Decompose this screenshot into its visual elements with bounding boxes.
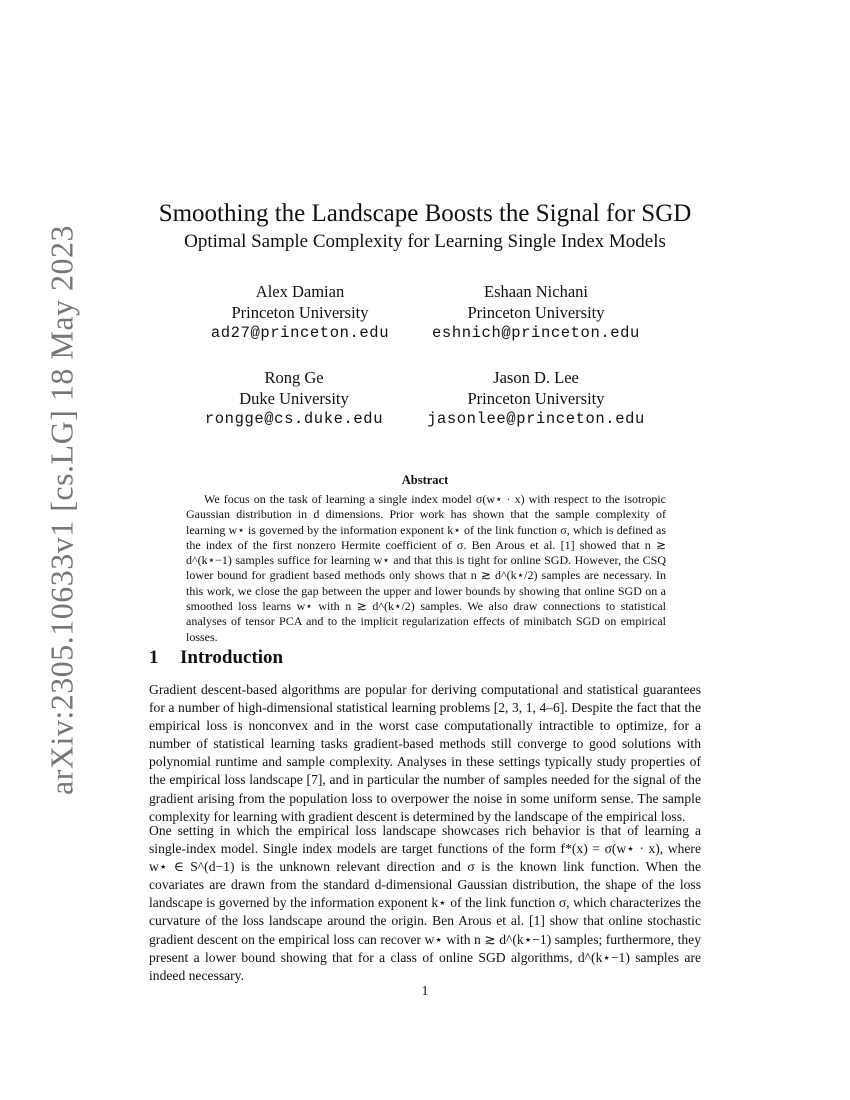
author-block	[416, 281, 656, 344]
body-paragraph: One setting in which the empirical loss landscape showcases rich behavior is that of learning a single-index model. Single index models are target functions of the form f*(x) = σ(w⋆ · x), where w⋆ ∈ S^(d−1) is the unknown relevant direction and σ is the known link function. When the covariates are drawn from the standard d-dimensional Gaussian distribution, the shape of the loss landscape is governed by the information exponent k⋆ of the link function σ, which characterizes the curvature of the loss landscape around the origin. Ben Arous et al. [1] show that online stochastic gradient descent on the empirical loss can recover w⋆ with n ≳ d^(k⋆−1) samples; furthermore, they present a lower bound showing that for a class of online SGD algorithms, d^(k⋆−1) samples are indeed necessary.	[149, 823, 701, 983]
author-email: ad27@princeton.edu	[210, 324, 390, 342]
section-heading	[149, 647, 283, 669]
author-name: Jason D. Lee	[493, 368, 579, 387]
section-number: 1	[149, 647, 159, 668]
paper-title: Smoothing the Landscape Boosts the Signal for SGD	[158, 200, 692, 227]
author-affiliation: Duke University	[239, 389, 349, 408]
author-email: eshnich@princeton.edu	[432, 324, 640, 342]
author-name: Rong Ge	[264, 368, 324, 387]
author-name: Eshaan Nichani	[483, 282, 588, 301]
page-number: 1	[421, 983, 429, 998]
abstract-text: We focus on the task of learning a single index model σ(w⋆ · x) with respect to the isotropic Gaussian distribution in d dimensions. Prior work has shown that the sample complexity of learning w⋆ is governed by the information exponent k⋆ of the link function σ, which is defined as the index of the first nonzero Hermite coefficient of σ. Ben Arous et al. [1] showed that n ≳ d^(k⋆−1) samples suffice for learning w⋆ and that this is tight for online SGD. However, the CSQ lower bound for gradient based methods only shows that n ≳ d^(k⋆/2) samples are necessary. In this work, we close the gap between the upper and lower bounds by showing that online SGD on a smoothed loss learns w⋆ with n ≳ d^(k⋆/2) samples. We also draw connections to statistical analyses of tensor PCA and to the implicit regularization effects of minibatch SGD on empirical losses.	[186, 492, 666, 644]
author-email: jasonlee@princeton.edu	[427, 410, 645, 428]
paper-subtitle: Optimal Sample Complexity for Learning Single Index Models	[184, 231, 666, 252]
author-block	[174, 367, 414, 430]
author-affiliation: Princeton University	[231, 303, 369, 322]
author-email: rongge@cs.duke.edu	[204, 410, 384, 428]
section-title: Introduction	[180, 647, 284, 668]
author-affiliation: Princeton University	[467, 303, 605, 322]
abstract-heading: Abstract	[401, 473, 449, 487]
author-name: Alex Damian	[255, 282, 345, 301]
arxiv-identifier: arXiv:2305.10633v1 [cs.LG] 18 May 2023	[43, 224, 80, 795]
author-block	[416, 367, 656, 430]
author-block	[180, 281, 420, 344]
author-affiliation: Princeton University	[467, 389, 605, 408]
body-paragraph: Gradient descent-based algorithms are popular for deriving computational and statistical guarantees for a number of high-dimensional statistical learning problems [2, 3, 1, 4–6]. Despite the fact that the empirical loss is nonconvex and in the worst case computationally intractible to optimize, for a number of statistical learning tasks gradient-based methods still converge to good solutions with polynomial runtime and sample complexity. Analyses in these settings typically study properties of the empirical loss landscape [7], and in particular the number of samples needed for the signal of the gradient arising from the population loss to overpower the noise in some uniform sense. The sample complexity for learning with gradient descent is determined by the landscape of the empirical loss.	[149, 682, 701, 824]
